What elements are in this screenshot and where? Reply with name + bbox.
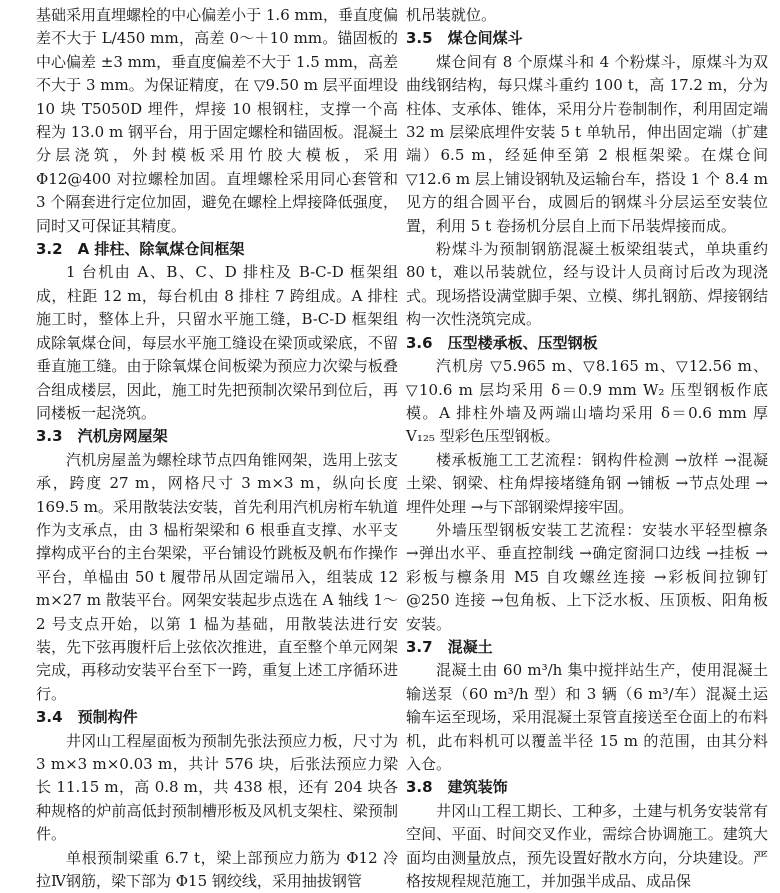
paragraph: 汽机房 ▽5.965 m、▽8.165 m、▽12.56 m、▽10.6 m 层均采用 δ＝0.9 mm W₂ 压型钢板作底模。A 排柱外墙及两端山墙均采用 δ＝0.6 mm 厚 V₁₂₅ 型彩色压型钢板。 [406,357,768,446]
paragraph: 煤仓间有 8 个原煤斗和 4 个粉煤斗，原煤斗为双曲线钢结构，每只煤斗重约 100 t，高 17.2 m，分为柱体、支承体、锥体，采用分片卷制制作，利用固定端 32 m 层梁底埋件安装 5 t 单轨吊，伸出固定端（扩建端）6.5 m，经延伸至第 2 根框架梁。在煤仓间 ▽12.6 m 层上铺设钢轨及运输台车，搭设 1 个 8.4 m 见方的组合圆平台，成圆后的钢煤斗分层运至安装位置，利用 5 t 卷扬机分层自上而下吊装焊接而成。 [406,52,768,235]
paragraph: 粉煤斗为预制钢筋混凝土板梁组装式，单块重约 80 t，难以吊装就位，经与设计人员商讨后改为现浇式。现场搭设满堂脚手架、立模、绑扎钢筋、焊接钢结构一次性浇筑完成。 [406,240,768,329]
left-column [36,4,398,893]
paragraph: 外墙压型钢板安装工艺流程：安装水平轻型檩条 →弹出水平、垂直控制线 →确定窗洞口边线 →挂板 →彩板与檩条用 M5 自攻螺丝连接 →彩板间拉铆钉 @250 连接 →包角板、上下泛水板、压顶板、阳角板安装。 [406,520,768,633]
paragraph: 单根预制梁重 6.7 t，梁上部预应力筋为 Φ12 冷拉Ⅳ钢筋，梁下部为 Φ15 钢绞线，采用抽拔钢管 [36,848,398,891]
paragraph: 基础采用直埋螺栓的中心偏差小于 1.6 mm，垂直度偏差不大于 L/450 mm，高差 0～＋10 mm。锚固板的中心偏差 ±3 mm，垂直度偏差不大于 1.5 mm，高差不大于 3 mm。为保证精度，在 ▽9.50 m 层平面埋设 10 块 T5050D 埋件，焊接 10 根钢柱，支撑一个高程为 13.0 m 钢平台，用于固定螺栓和锚固板。混凝土分层浇筑，外封模板采用竹胶大模板，采用 Φ12@400 对拉螺栓加固。直埋螺栓采用同心套管和 3 个隔套进行定位加固，避免在螺栓上焊接降低强度，同时又可保证其精度。 [36,6,398,235]
paragraph: 混凝土由 60 m³/h 集中搅拌站生产，使用混凝土输送泵（60 m³/h 型）和 3 辆（6 m³/车）混凝土运输车运至现场，采用混凝土泵管直接送至仓面上的布料机，此布料机可以覆盖半径 15 m 的范围，由其分料入仓。 [406,661,768,773]
paragraph: 楼承板施工工艺流程：钢构件检测 →放样 →混凝土梁、钢梁、柱角焊接堵缝角钢 →铺板 →节点处理 →埋件处理 →与下部钢梁焊接牢固。 [406,450,768,516]
section-heading: 3.3 汽机房网屋架 [36,427,168,446]
section-heading: 3.2 A 排柱、除氧煤仓间框架 [36,240,245,259]
paragraph: 井冈山工程屋面板为预制先张法预应力板，尺寸为 3 m×3 m×0.03 m，共计 576 块，后张法预应力梁长 11.15 m，高 0.8 m，共 438 根，还有 204 块各种规格的炉前高低封预制槽形板及风机支架柱、梁预制件。 [36,731,398,844]
section-heading: 3.8 建筑装饰 [406,778,508,797]
section-heading: 3.5 煤仓间煤斗 [406,29,523,48]
section-heading: 3.6 压型楼承板、压型钢板 [406,333,598,352]
section-heading: 3.7 混凝土 [406,637,493,656]
paragraph: 机吊装就位。 [406,6,497,24]
section-heading: 3.4 预制构件 [36,708,138,727]
paragraph: 1 台机由 A、B、C、D 排柱及 B-C-D 框架组成，柱距 12 m，每台机由 8 排柱 7 跨组成。A 排柱施工时，整体上升，只留水平施工缝，B-C-D 框架组成除氧煤仓间，每层水平施工缝设在梁顶或梁底，不留垂直施工缝。由于除氧煤仓间板梁为预应力次梁与板叠合组成楼层，因此，施工时先把预制次梁吊到位后，再同楼板一起浇筑。 [36,263,398,422]
paragraph: 井冈山工程工期长、工种多，土建与机务安装常有空间、平面、时间交叉作业，需综合协调施工。建筑大面均由测量放点，预先设置好散水方向，分块建设。严格按规程规范施工，并加强半成品、成品保 [406,801,768,891]
paragraph: 汽机房屋盖为螺栓球节点四角锥网架，选用上弦支承，跨度 27 m，网格尺寸 3 m×3 m，纵向长度 169.5 m。采用散装法安装，首先利用汽机房桁车轨道作为支承点，由 3 榀桁架梁和 6 根垂直支撑、水平支撑构成平台的主台架梁，平台铺设竹跳板及帆布作操作平台，单榀由 50 t 履带吊从固定端吊入，组装成 12 m×27 m 散装平台。网架安装起步点选在 A 轴线 1～2 号支点开始，以第 1 榀为基础，用散装法进行安装，先下弦再腹杆后上弦依次推进，直至整个单元网架完成，再移动安装平台至下一跨，重复上述工序循环进行。 [36,450,398,703]
right-column [406,4,768,893]
